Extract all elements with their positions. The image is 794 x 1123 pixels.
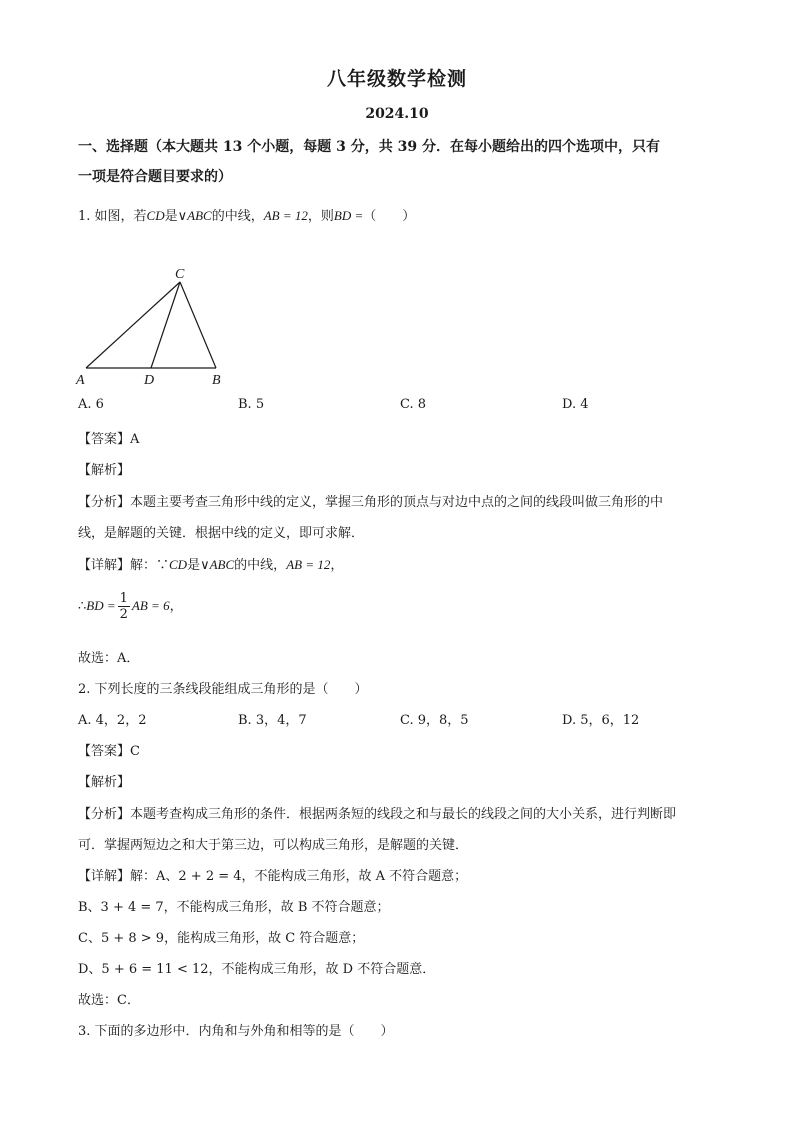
q1-then: ，则 — [307, 209, 334, 224]
q2-analysis-head: 【解析】 — [78, 775, 131, 790]
fraction-one-half — [118, 591, 130, 622]
label-b: B — [212, 373, 221, 388]
q1-choose: 故选：A． — [78, 651, 140, 666]
q1-detail-line2 — [78, 591, 183, 622]
q1-detail-line1 — [78, 554, 343, 573]
q1-analysis-line2: 线，是解题的关键．根据中线的定义，即可求解． — [78, 526, 365, 541]
q1-option-d: D. 4 — [562, 397, 589, 412]
q1-bd: BD = — [333, 208, 364, 223]
q1-bd-eq: BD = — [86, 598, 116, 613]
q1-comma: ， — [169, 599, 183, 614]
q1-detail-triangle: ∨ABC — [200, 557, 235, 572]
q1-cd: CD — [146, 208, 165, 223]
q1-prefix: 1. 如图，若 — [78, 209, 147, 224]
q2-option-c: C. 9，8，5 — [400, 713, 469, 728]
page-title: 八年级数学检测 — [326, 68, 467, 90]
q2-detail-c: C、5 + 8 > 9，能构成三角形，故 C 符合题意； — [78, 931, 365, 946]
q1-detail-end: ， — [330, 558, 344, 573]
q2-analysis-line1: 【分析】本题考查构成三角形的条件．根据两条短的线段之和与最长的线段之间的大小关系，进行判断即 — [78, 807, 677, 822]
q1-analysis-head: 【解析】 — [78, 463, 131, 478]
question-1-stem — [78, 205, 415, 224]
q2-option-d: D. 5，6，12 — [562, 713, 640, 728]
fraction-denominator: 2 — [119, 607, 128, 622]
q1-detail-prefix: 【详解】解：∵ — [78, 558, 170, 573]
label-a: A — [76, 373, 85, 388]
q1-median: 的中线， — [211, 209, 264, 224]
q2-choose: 故选：C． — [78, 993, 140, 1008]
triangle-figure — [70, 262, 240, 392]
q2-detail-b: B、3 + 4 = 7，不能构成三角形，故 B 不符合题意； — [78, 900, 390, 915]
q2-detail-d: D、5 + 6 = 11 < 12，不能构成三角形，故 D 不符合题意． — [78, 962, 436, 977]
section-heading-line1: 一、选择题（本大题共 13 个小题，每题 3 分，共 39 分．在每小题给出的四个选项中，只有 — [78, 139, 660, 155]
q2-analysis-line2: 可．掌握两短边之和大于第三边，可以构成三角形，是解题的关键． — [78, 838, 469, 853]
q1-paren: （ ） — [363, 209, 416, 224]
q2-option-b: B. 3，4，7 — [238, 713, 307, 728]
q1-triangle: ∨ABC — [177, 208, 212, 223]
q2-detail-a: 【详解】解：A、2 + 2 = 4，不能构成三角形，故 A 不符合题意； — [78, 869, 468, 884]
question-3-stem: 3. 下面的多边形中．内角和与外角和相等的是（ ） — [78, 1024, 394, 1039]
q1-ab6: AB = 6 — [131, 598, 170, 613]
exam-date: 2024.10 — [365, 106, 429, 122]
q1-option-a: A. 6 — [78, 397, 104, 412]
q1-detail-cd: CD — [169, 557, 188, 572]
q1-detail-is: 是 — [187, 558, 201, 573]
q1-detail-median: 的中线， — [234, 558, 287, 573]
label-d: D — [144, 373, 155, 388]
q1-answer: 【答案】A — [78, 432, 140, 447]
q1-analysis-line1: 【分析】本题主要考查三角形中线的定义，掌握三角形的顶点与对边中点的之间的线段叫做三角形的中 — [78, 495, 664, 510]
segment-bc — [180, 282, 216, 368]
therefore-symbol: ∴ — [78, 599, 87, 614]
q1-option-b: B. 5 — [238, 397, 265, 412]
question-2-stem: 2. 下列长度的三条线段能组成三角形的是（ ） — [78, 682, 368, 697]
q2-option-a: A. 4，2，2 — [78, 713, 147, 728]
fraction-numerator: 1 — [119, 591, 128, 606]
q1-is: 是 — [164, 209, 178, 224]
section-heading-line2: 一项是符合题目要求的） — [78, 169, 232, 185]
label-c: C — [175, 267, 185, 282]
q2-answer: 【答案】C — [78, 744, 140, 759]
q1-ab-eq: AB = 12 — [263, 208, 308, 223]
q1-detail-eq: AB = 12 — [286, 557, 331, 572]
q1-option-c: C. 8 — [400, 397, 427, 412]
